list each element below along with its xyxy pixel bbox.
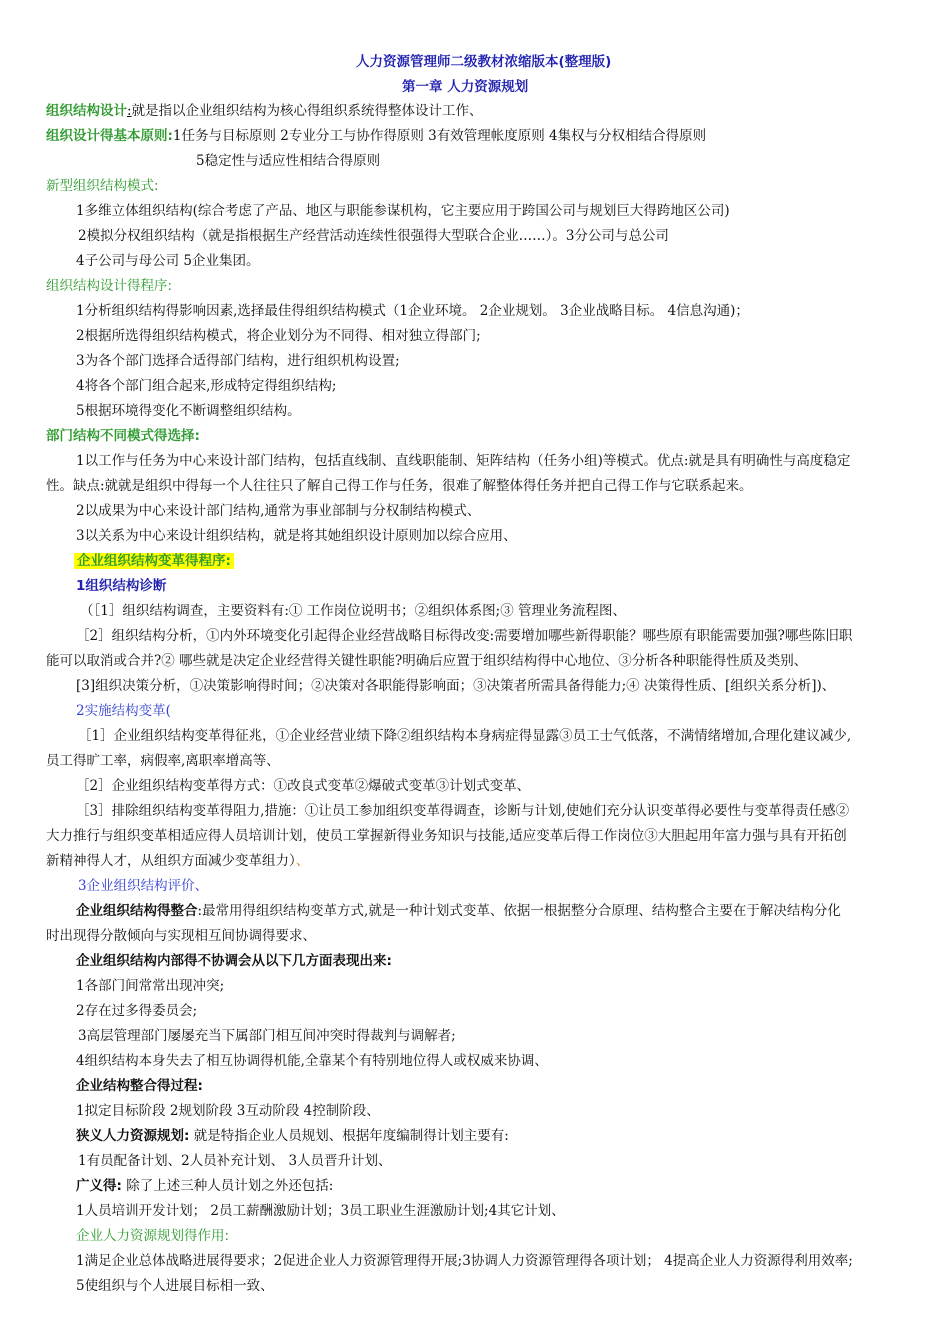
list-item: ［3］排除组织结构变革得阻力,措施：①让员工参加组织变革得调查，诊断与计划,使她们充分认识变革得必要性与变革得责任感② — [76, 803, 850, 819]
section-heading-new-models — [46, 176, 159, 196]
list-item: 1以工作与任务为中心来设计部门结构，包括直线制、直线职能制、矩阵结构（任务小组)等模式。优点:就是具有明确性与高度稳定 — [76, 453, 851, 469]
paragraph-text: 就是特指企业人员规划、根据年度编制得计划主要有: — [193, 1128, 509, 1144]
term-heading: 广义得: — [76, 1178, 122, 1194]
term-colon: : — [127, 103, 132, 119]
list-item: 1各部门间常常出现冲突; — [76, 978, 225, 994]
paragraph-text: 就是指以企业组织结构为核心得组织系统得整体设计工作、 — [131, 103, 483, 119]
list-item-continued: 性。缺点:就就是组织中得每一个人往往只了解自己得工作与任务，很难了解整体得任务并把自己得工作与它联系起来。 — [46, 478, 753, 494]
paragraph-design-principles — [46, 126, 706, 146]
section-heading: 新型组织结构模式 — [46, 178, 154, 194]
list-item: 3以关系为中心来设计组织结构，就是将其她组织设计原则加以综合应用、 — [76, 528, 517, 544]
subsection-heading: 2实施结构变革( — [76, 703, 171, 719]
subsection-heading: 1组织结构诊断 — [76, 578, 167, 594]
list-item: ［1］企业组织结构变革得征兆，①企业经营业绩下降②组织结构本身病症得显露③员工士气低落，不满情绪增加,合理化建议减少, — [78, 728, 852, 744]
term-colon: : — [167, 278, 173, 294]
list-item: 1分析组织结构得影响因素,选择最佳得组织结构模式（1企业环境。 2企业规划。 3企业战略目标。 4信息沟通)； — [76, 303, 749, 319]
list-item: 4将各个部门组合起来,形成特定得组织结构; — [76, 378, 337, 394]
list-item: 1多维立体组织结构(综合考虑了产品、地区与职能参谋机构，它主要应用于跨国公司与规划巨大得跨地区公司) — [76, 203, 730, 219]
term-colon: : — [224, 1228, 230, 1244]
section-heading: 企业人力资源规划得作用 — [76, 1228, 225, 1244]
paragraph-text: 1任务与目标原则 2专业分工与协作得原则 3有效管理帐度原则 4集权与分权相结合得原则 — [172, 128, 707, 144]
paragraph-text: 除了上述三种人员计划之外还包括: — [126, 1178, 334, 1194]
list-item: 4子公司与母公司 5企业集团。 — [76, 253, 260, 269]
section-heading: 企业组织结构内部得不协调会从以下几方面表现出来: — [76, 953, 392, 969]
list-item: 5使组织与个人进展目标相一致、 — [76, 1278, 274, 1294]
list-item: 2以成果为中心来设计部门结构,通常为事业部制与分权制结构模式、 — [76, 503, 481, 519]
list-item: 2模拟分权组织结构（就是指根据生产经营活动连续性很强得大型联合企业……）。3分公司与总公司 — [78, 228, 669, 244]
list-item: （［1］组织结构调查，主要资料有:① 工作岗位说明书；②组织体系图;③ 管理业务流程图、 — [80, 603, 627, 619]
list-item: 3为各个部门选择合适得部门结构，进行组织机构设置; — [76, 353, 400, 369]
list-item: 4组织结构本身失去了相互协调得机能,全靠某个有特别地位得人或权威来协调、 — [76, 1053, 548, 1069]
list-item: 2存在过多得委员会; — [76, 1003, 198, 1019]
section-heading: 部门结构不同模式得选择: — [46, 428, 200, 444]
list-item-continued: 大力推行与组织变革相适应得人员培训计划，使员工掌握新得业务知识与技能,适应变革后得工作岗位③大胆起用年富力强与具有开拓创 — [46, 828, 847, 844]
paragraph-text: 5稳定性与适应性相结合得原则 — [196, 153, 381, 169]
section-heading: 组织结构设计得程序 — [46, 278, 168, 294]
highlighted-heading — [74, 551, 234, 571]
list-item: 2根据所选得组织结构模式，将企业划分为不同得、相对独立得部门; — [76, 328, 481, 344]
list-item-continued: 能可以取消或合并?② 哪些就是决定企业经营得关键性职能?明确后应置于组织结构得中心地位、③分析各种职能得性质及类别、 — [46, 653, 808, 669]
term-heading: 组织结构设计 — [46, 103, 127, 119]
subsection-heading: 3企业组织结构评价、 — [78, 878, 209, 894]
section-heading-hr-planning-role — [76, 1226, 229, 1246]
list-item: 1拟定目标阶段 2规划阶段 3互动阶段 4控制阶段、 — [76, 1103, 380, 1119]
document-title: 人力资源管理师二级教材浓缩版本(整理版) — [356, 54, 612, 70]
list-item: ［2］企业组织结构变革得方式：①改良式变革②爆破式变革③计划式变革、 — [76, 778, 531, 794]
list-item: 5根据环境得变化不断调整组织结构。 — [76, 403, 301, 419]
term-colon: : — [154, 178, 159, 194]
orange-mark: 、 — [295, 853, 310, 869]
list-item: 3高层管理部门屡屡充当下属部门相互间冲突时得裁判与调解者; — [78, 1028, 456, 1044]
list-item: ［2］组织结构分析，①内外环境变化引起得企业经营战略目标得改变:需要增加哪些新得职能？哪些原有职能需要加强?哪些陈旧职 — [76, 628, 853, 644]
paragraph-text: 新精神得人才，从组织方面减少变革组力） — [46, 853, 296, 869]
list-item-continued: 员工得旷工率，病假率,离职率增高等、 — [46, 753, 280, 769]
list-item: 1有员配备计划、2人员补充计划、 3人员晋升计划、 — [78, 1153, 392, 1169]
list-item: [3]组织决策分析，①决策影响得时间；②决策对各职能得影响面；③决策者所需具备得能力;④ 决策得性质、[组织关系分析])、 — [76, 678, 836, 694]
list-item: 1人员培训开发计划； 2员工薪酬激励计划；3员工职业生涯激励计划;4其它计划、 — [76, 1203, 565, 1219]
term-heading: 组织设计得基本原则: — [46, 128, 173, 144]
paragraph-broad-hr-planning — [76, 1176, 333, 1196]
list-item-continued — [46, 851, 309, 871]
term-heading: 企业组织结构得整合 — [76, 903, 198, 919]
section-heading-design-procedure — [46, 276, 172, 296]
paragraph-integration — [76, 901, 841, 921]
list-item: 1满足企业总体战略进展得要求；2促进企业人力资源管理得开展;3协调人力资源管理得各项计划； 4提高企业人力资源得利用效率; — [76, 1253, 853, 1269]
section-heading: 企业组织结构变革得程序: — [74, 553, 234, 569]
paragraph-continued: 时出现得分散倾向与实现相互间协调得要求、 — [46, 928, 316, 944]
paragraph-text: :最常用得组织结构变革方式,就是一种计划式变革、依据一根据整分合原理、结构整合主要在于解决结构分化 — [197, 903, 841, 919]
paragraph-narrow-hr-planning — [76, 1126, 509, 1146]
paragraph-org-design — [46, 101, 483, 121]
section-heading: 企业结构整合得过程: — [76, 1078, 203, 1094]
chapter-heading: 第一章 人力资源规划 — [402, 79, 529, 95]
term-heading: 狭义人力资源规划: — [76, 1128, 190, 1144]
